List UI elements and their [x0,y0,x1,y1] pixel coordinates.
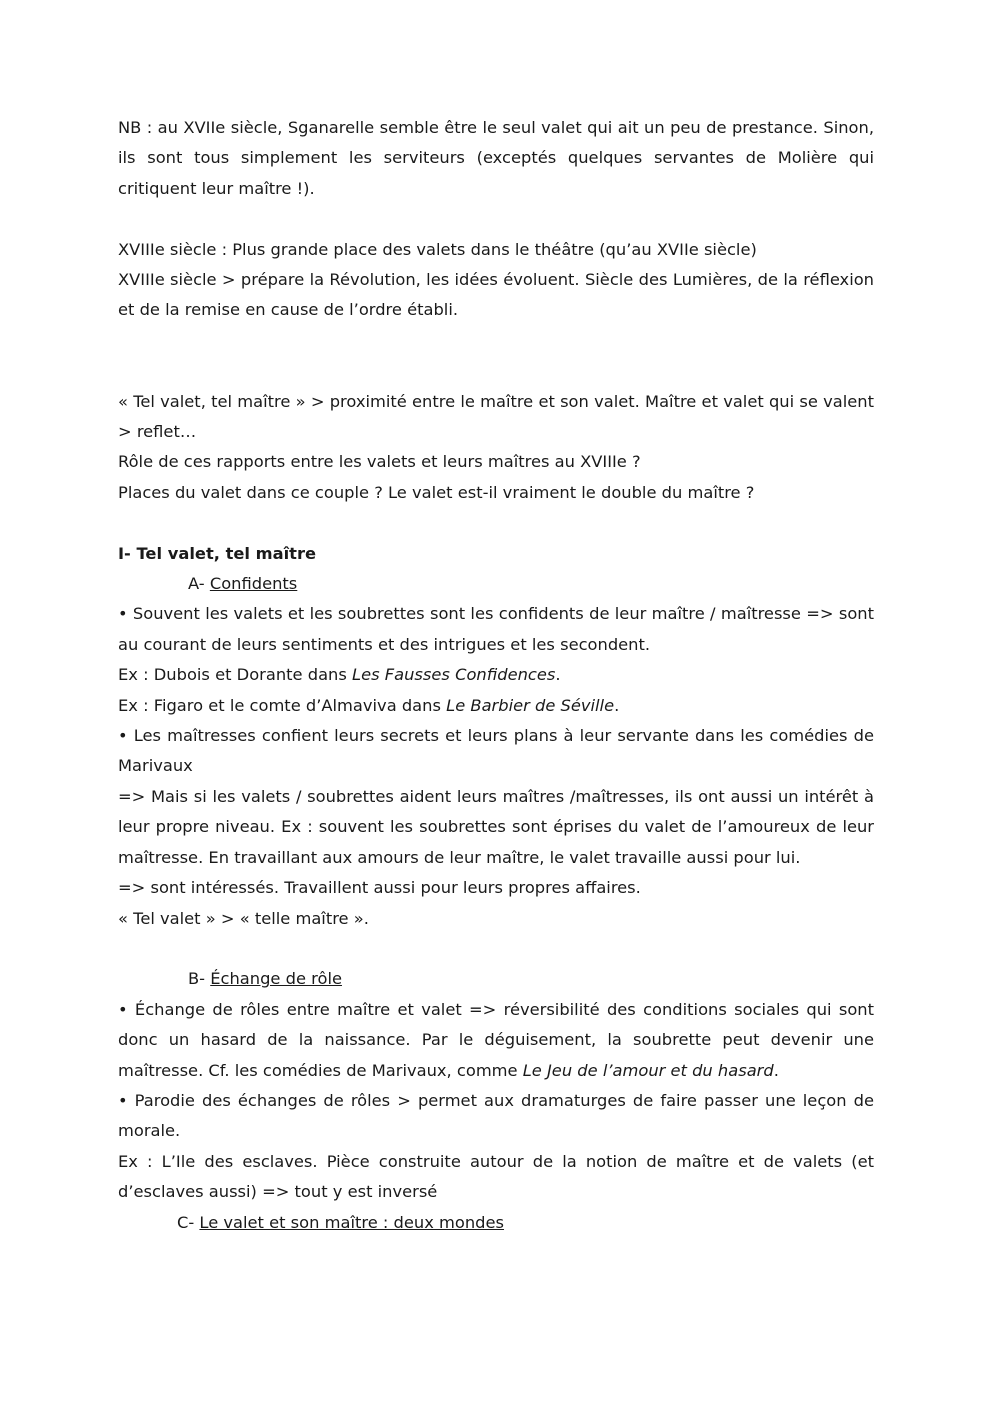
a-paragraph-4: => sont intéressés. Travaillent aussi pour leurs propres affaires. [118,878,641,898]
subsection-a-title: Confidents [209,574,298,594]
section-heading: I- Tel valet, tel maître [118,543,317,563]
subsection-b-title: Échange de rôle [210,969,342,989]
subsection-c-heading: C- Le valet et son maître : deux mondes [177,1212,505,1232]
b-bullet-1: • Échange de rôles entre maître et valet => réversibilité des conditions sociales qui sont donc un hasard de la naissance. Par le déguisement, la soubrette peut devenir une maîtresse. Cf. les comédies de Marivaux, comme Le Jeu de l’amour et du hasard. [118,999,874,1080]
problem-question-1: Rôle de ces rapports entre les valets et leurs maîtres au XVIIIe ? [118,452,641,472]
subsection-b-heading: B- Échange de rôle [188,969,342,989]
a-example-2: Ex : Figaro et le comte d’Almaviva dans Le Barbier de Séville. [118,695,620,715]
nb-paragraph: NB : au XVIIe siècle, Sganarelle semble être le seul valet qui ait un peu de prestance. Sinon, ils sont tous simplement les serviteurs (exceptés quelques servantes de Molière qui critiquent leur maître !). [118,118,874,198]
work-title: Les Fausses Confidences [352,665,556,685]
document-page [118,113,874,1238]
subsection-c-title: Le valet et son maître : deux mondes [199,1212,505,1232]
context-line-1: XVIIIe siècle : Plus grande place des valets dans le théâtre (qu’au XVIIe siècle) [118,239,757,259]
subsection-a-heading: A- Confidents [188,574,298,594]
a-paragraph-3: => Mais si les valets / soubrettes aident leurs maîtres /maîtresses, ils ont aussi un intérêt à leur propre niveau. Ex : souvent les soubrettes sont éprises du valet de l’amoureux de leur maîtresse. En travaillant aux amours de leur maître, le valet travaille aussi pour lui. [118,786,874,867]
a-paragraph-5: « Tel valet » > « telle maître ». [118,908,369,928]
work-title: Le Barbier de Séville [446,695,615,715]
a-example-1: Ex : Dubois et Dorante dans Les Fausses Confidences. [118,665,561,685]
b-bullet-2: • Parodie des échanges de rôles > permet aux dramaturges de faire passer une leçon de morale. [118,1090,874,1141]
problem-paragraph-1: « Tel valet, tel maître » > proximité entre le maître et son valet. Maître et valet qui se valent > reflet… [118,391,874,442]
context-line-2: XVIIIe siècle > prépare la Révolution, les idées évoluent. Siècle des Lumières, de la réflexion et de la remise en cause de l’ordre établi. [118,270,874,320]
problem-question-2: Places du valet dans ce couple ? Le valet est-il vraiment le double du maître ? [118,482,755,502]
a-bullet-1: • Souvent les valets et les soubrettes sont les confidents de leur maître / maîtresse => sont au courant de leurs sentiments et des intrigues et les secondent. [118,604,874,654]
a-bullet-2: • Les maîtresses confient leurs secrets et leurs plans à leur servante dans les comédies de Marivaux [118,726,874,776]
b-example: Ex : L’Ile des esclaves. Pièce construite autour de la notion de maître et de valets (et d’esclaves aussi) => tout y est inversé [118,1151,874,1202]
work-title: Le Jeu de l’amour et du hasard [522,1060,774,1080]
